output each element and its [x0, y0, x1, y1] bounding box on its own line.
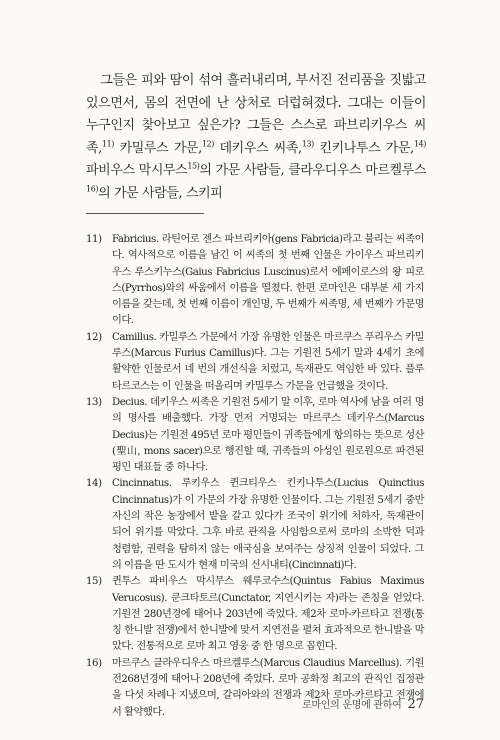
- footnote-text: Fabricius. 라틴어로 젠스 파브리키아(gens Fabricia)라고 불리는 씨족이다. 역사적으로 이름을 남긴 이 씨족의 첫 번째 인물은 가이우스 파브리키우스 루스키누스(Gaius Fabricius Luscinus)로서 에페이로스의 왕 피로스(Pyrrhos)와의 싸움에서 이름을 떨쳤다. 한편 로마인은 대부분 세 가지 이름을 갖는데, 첫 번째 이름이 개인명, 두 번째가 씨족명, 세 번째가 가문명이다.: [112, 234, 424, 327]
- footnote-11: [86, 232, 424, 330]
- footnote-ref-11: 11): [101, 139, 114, 149]
- footnote-number: 16): [86, 657, 102, 669]
- footnote-text: 퀸투스 파비우스 막시무스 웨루코수스(Quintus Fabius Maximus Verucosus). 쿤크타토르(Cunctator, 지연시키는 자)라는 존칭을 얻었다. 기원전 280년경에 태어나 203년에 죽었다. 제2차 로마-카르타고 전쟁(통칭 한니발 전쟁)에서 한니발에 맞서 지연전을 펼쳐 효과적으로 한니발을 막았다. 전통적으로 로마 최고 영웅 중 한 명으로 꼽힌다.: [112, 576, 424, 653]
- body-text-segment: 킨키나투스 가문,: [313, 140, 414, 156]
- body-text-segment: 의 가문 사람들, 스키피: [98, 185, 223, 201]
- footnote-ref-13: 13): [301, 139, 314, 149]
- page-number: 27: [407, 697, 424, 712]
- footnotes: [86, 232, 424, 721]
- footnote-number: 12): [86, 331, 102, 343]
- body-text-segment: 그들은 피와 땀이 섞여 흘러내리며, 부서진 전리품을 짓밟고 있으면서, 몸의 전면에 난 상처로 더럽혀졌다. 그대는 이들이 누구인지 찾아보고 싶은가? 그들은 스스로 파브리키우스 씨족,: [86, 73, 426, 156]
- footnote-ref-16: 16): [86, 184, 99, 194]
- footnote-15: [86, 574, 424, 655]
- footnote-ref-15: 15): [187, 161, 200, 171]
- footnote-13: [86, 395, 424, 476]
- body-text: [86, 70, 426, 205]
- footnote-12: [86, 330, 424, 395]
- footnote-text: Cincinnatus. 루키우스 퀸크티우스 킨키나투스(Lucius Quinctius Cincinnatus)가 이 가문의 가장 유명한 인물이다. 그는 기원전 5세기 중반 자신의 작은 농장에서 밭을 갈고 있다가 조국이 위기에 처하자, 독재관이 되어 위기를 막았다. 그후 바로 관직을 사임함으로써 로마의 소박한 덕과 청렴함, 권력을 탐하지 않는 애국심을 보여주는 상징적 인물이 되었다. 그의 이름을 딴 도시가 현재 미국의 신시내티(Cincinnati)다.: [112, 478, 424, 571]
- footnote-text: Decius. 데키우스 씨족은 기원전 5세기 말 이후, 로마 역사에 남을 여러 명의 명사를 배출했다. 가장 먼저 거명되는 마르쿠스 데키우스(Marcus Decius)는 기원전 495년 로마 평민들이 귀족들에게 항의하는 뜻으로 성산(聖山, mons sacer)으로 행진할 때, 귀족들의 아성인 원로원으로 파견된 평민 대표들 중 하나다.: [112, 396, 424, 474]
- footnote-ref-12: 12): [201, 139, 214, 149]
- body-text-segment: 카밀루스 가문,: [114, 140, 202, 156]
- footnote-number: 14): [86, 478, 102, 490]
- footnote-14: [86, 476, 424, 574]
- footnote-ref-14: 14): [413, 139, 426, 149]
- page-footer: [302, 696, 424, 712]
- body-paragraph: [86, 70, 426, 205]
- footnote-text: Camillus. 카밀루스 가문에서 가장 유명한 인물은 마르쿠스 푸리우스 카밀루스(Marcus Furius Camillus)다. 그는 기원전 5세기 말과 4세기 초에 활약한 인물로서 네 번의 개선식을 치렀고, 독재관도 역임한 바 있다. 플루타르코스는 이 인물을 떠올리며 카밀루스 가문을 언급했을 것이다.: [112, 331, 424, 392]
- running-title: 로마인의 운명에 관하여: [302, 700, 402, 711]
- footnote-number: 15): [86, 576, 102, 588]
- footnote-number: 11): [86, 234, 102, 245]
- body-text-segment: 의 가문 사람들, 클라우디우스 마르켈루스: [199, 163, 426, 178]
- footnote-number: 13): [86, 396, 102, 408]
- footnote-divider: [86, 213, 204, 214]
- body-text-segment: 데키우스 씨족,: [213, 140, 302, 156]
- footnote-text: 마르쿠스 클라우디우스 마르켈루스(Marcus Claudius Marcellus). 기원전268년경에 태어나 208년에 죽었다. 로마 공화정 최고의 관직인 집정관을 다섯 차례나 지냈으며, 갈리아와의 전쟁과 제2차 로마-카르타고 전쟁에서 활약했다.: [112, 657, 424, 718]
- body-text-segment: 파비우스 막시무스: [86, 163, 188, 178]
